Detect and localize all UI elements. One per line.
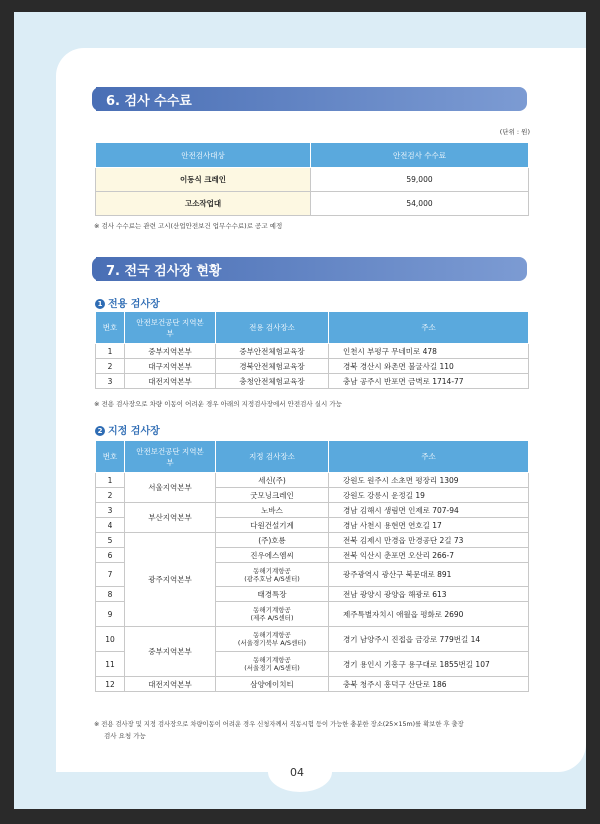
fee-note: ※ 검사 수수료는 관련 고시(산업안전보건 업무수수료)로 공고 예정 [94, 222, 283, 230]
designated-subtitle [95, 422, 160, 437]
table-row [96, 168, 529, 192]
cell-region: 대전지역본부 [125, 374, 216, 389]
section-6-title: 6. 검사 수수료 [106, 94, 192, 109]
col-header-addr: 주소 [329, 312, 529, 344]
cell-no: 5 [96, 533, 125, 548]
table-row [96, 374, 529, 389]
cell-region: 부산지역본부 [125, 503, 216, 533]
cell-addr: 강원도 원주시 소초면 평장리 1309 [329, 473, 529, 488]
cell-region: 중부지역본부 [125, 627, 216, 677]
cell-addr: 인천시 부평구 무네미로 478 [329, 344, 529, 359]
designated-note-line2: 검사 요청 가능 [104, 732, 146, 740]
unit-label: (단위 : 원) [499, 128, 530, 136]
place-name: 동해기계항공 [253, 631, 291, 639]
fee-table [95, 142, 529, 216]
col-header-addr: 주소 [329, 441, 529, 473]
cell-addr: 충남 공주시 반포면 금벽로 1714-77 [329, 374, 529, 389]
cell-region: 서울지역본부 [125, 473, 216, 503]
designated-note-line1: ※ 전용 검사장 및 지정 검사장으로 차량이동이 어려운 경우 신청자께서 직동시험 등이 가능한 충분한 장소(25×15m)를 확보한 후 출장 [94, 721, 464, 728]
number-badge: 2 [95, 426, 105, 436]
cell-region: 광주지역본부 [125, 533, 216, 627]
cell-addr: 경남 사천시 용현면 연호길 17 [329, 518, 529, 533]
cell-addr: 경기 남양주시 진접읍 금강로 779번길 14 [329, 627, 529, 652]
place-branch: (서울경기북부 A/S센터) [237, 639, 307, 647]
table-row [96, 503, 529, 518]
fee-target: 이동식 크레인 [96, 168, 311, 192]
cell-no: 11 [96, 652, 125, 677]
table-row [96, 344, 529, 359]
cell-no: 1 [96, 473, 125, 488]
place-branch: (서울경기 A/S센터) [244, 664, 300, 672]
cell-place: 경북안전체험교육장 [216, 359, 329, 374]
table-row [96, 533, 529, 548]
cell-place: 삼양에이치티 [216, 677, 329, 692]
place-name: 동해기계항공 [253, 656, 291, 664]
cell-place: 굿모닝크레인 [216, 488, 329, 503]
place-branch: (제주 A/S센터) [250, 614, 294, 622]
col-header-no: 번호 [96, 441, 125, 473]
designated-table [95, 440, 529, 692]
cell-no: 8 [96, 587, 125, 602]
section-6-header [96, 87, 527, 111]
section-7-header [96, 257, 527, 281]
designated-title: 지정 검사장 [108, 426, 160, 437]
cell-region: 대전지역본부 [125, 677, 216, 692]
cell-addr: 경북 경산시 와촌면 불굴사길 110 [329, 359, 529, 374]
table-row [96, 627, 529, 652]
cell-place: 충청안전체험교육장 [216, 374, 329, 389]
cell-no: 9 [96, 602, 125, 627]
cell-no: 7 [96, 563, 125, 587]
place-name: 동해기계항공 [253, 566, 291, 575]
fee-target: 고소작업대 [96, 192, 311, 216]
cell-no: 6 [96, 548, 125, 563]
col-header-region: 안전보건공단 지역본부 [125, 441, 216, 473]
page-number: 04 [290, 766, 304, 779]
cell-place: 세신(주) [216, 473, 329, 488]
col-header-place: 전용 검사장소 [216, 312, 329, 344]
cell-addr: 강원도 강릉시 운정길 19 [329, 488, 529, 503]
cell-place [216, 563, 329, 587]
table-row [96, 473, 529, 488]
cell-place [216, 652, 329, 677]
cell-no: 3 [96, 374, 125, 389]
cell-place: 진우에스엠씨 [216, 548, 329, 563]
col-header-no: 번호 [96, 312, 125, 344]
section-7-title: 7. 전국 검사장 현황 [106, 264, 222, 279]
cell-no: 3 [96, 503, 125, 518]
cell-addr: 전남 광양시 광양읍 해광로 613 [329, 587, 529, 602]
cell-no: 4 [96, 518, 125, 533]
fee-value: 54,000 [311, 192, 529, 216]
cell-place: 태경특장 [216, 587, 329, 602]
cell-no: 10 [96, 627, 125, 652]
cell-no: 2 [96, 359, 125, 374]
cell-region: 대구지역본부 [125, 359, 216, 374]
dedicated-note: ※ 전용 검사장으로 차량 이동이 어려운 경우 아래의 지정검사장에서 안전검사 실시 가능 [94, 400, 342, 408]
cell-addr: 경기 용인시 기흥구 용구대로 1855번길 107 [329, 652, 529, 677]
cell-addr: 광주광역시 광산구 북문대로 891 [329, 563, 529, 587]
cell-place: (주)호룡 [216, 533, 329, 548]
table-row [96, 677, 529, 692]
table-row [96, 192, 529, 216]
cell-place: 다원건설기계 [216, 518, 329, 533]
dedicated-title: 전용 검사장 [108, 299, 160, 310]
table-row [96, 359, 529, 374]
cell-addr: 충북 청주시 흥덕구 산단로 186 [329, 677, 529, 692]
cell-no: 12 [96, 677, 125, 692]
dedicated-subtitle [95, 295, 160, 310]
cell-addr: 전북 익산시 춘포면 오산리 266-7 [329, 548, 529, 563]
cell-place [216, 627, 329, 652]
cell-addr: 제주특별자치시 애월읍 평화로 2690 [329, 602, 529, 627]
col-header-region: 안전보건공단 지역본부 [125, 312, 216, 344]
dedicated-table [95, 311, 529, 389]
col-header-place: 지정 검사장소 [216, 441, 329, 473]
number-badge: 1 [95, 299, 105, 309]
cell-no: 2 [96, 488, 125, 503]
cell-region: 중부지역본부 [125, 344, 216, 359]
place-branch: (광주호남 A/S센터) [244, 574, 300, 583]
cell-no: 1 [96, 344, 125, 359]
place-name: 동해기계항공 [253, 606, 291, 614]
cell-addr: 전북 김제시 만경읍 만경공단 2길 73 [329, 533, 529, 548]
fee-table-header-target: 안전검사대상 [96, 143, 311, 168]
cell-addr: 경남 김해시 생림면 인제로 707-94 [329, 503, 529, 518]
fee-table-header-fee: 안전검사 수수료 [311, 143, 529, 168]
cell-place: 노바스 [216, 503, 329, 518]
fee-value: 59,000 [311, 168, 529, 192]
cell-place [216, 602, 329, 627]
cell-place: 중부안전체험교육장 [216, 344, 329, 359]
